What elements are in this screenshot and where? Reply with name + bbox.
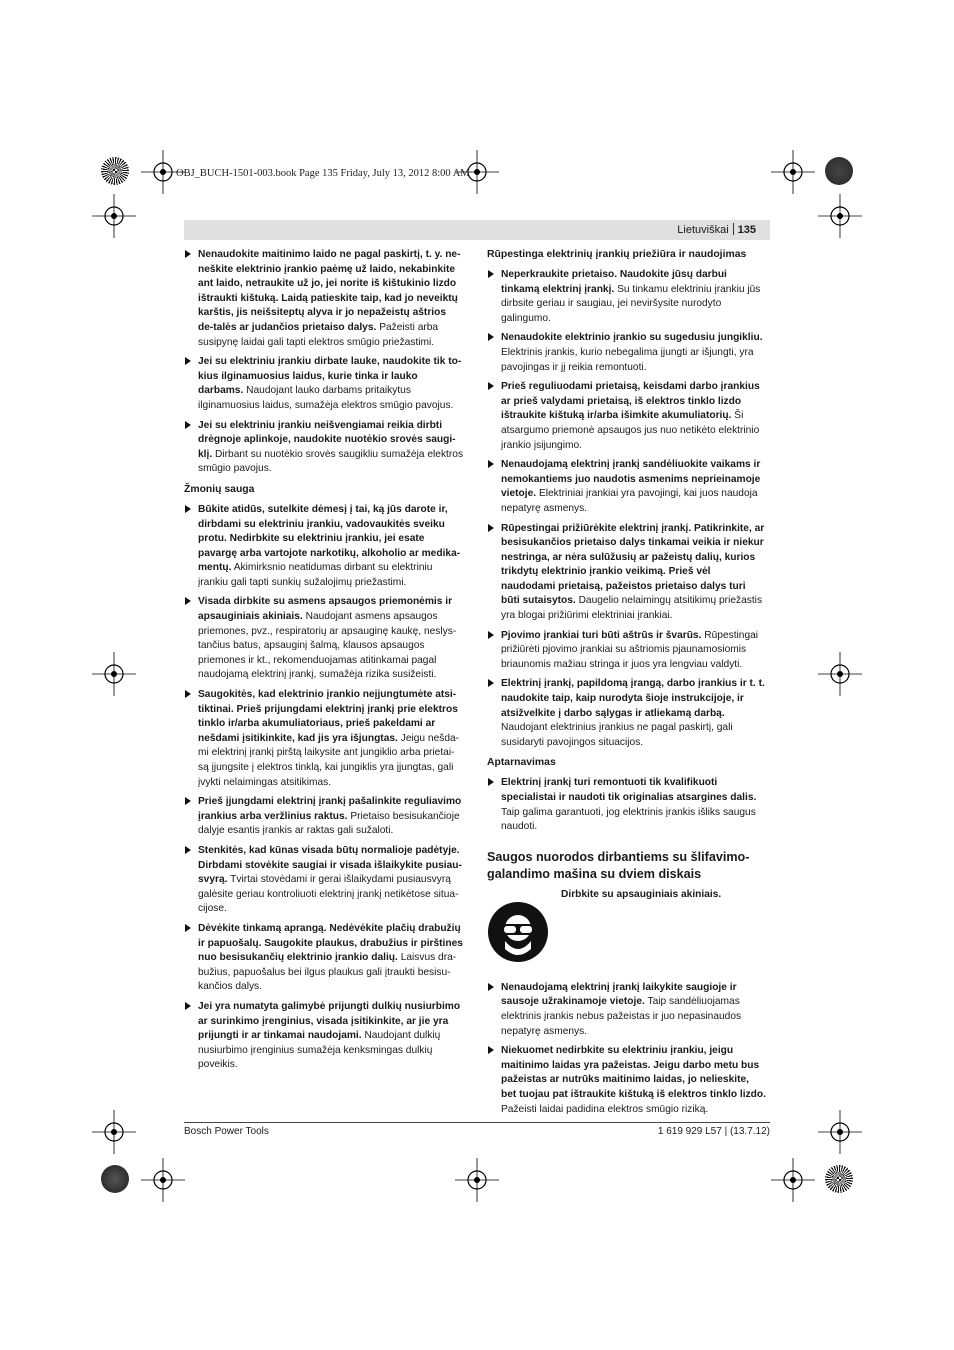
list-item	[487, 981, 767, 1039]
item-normal-text: Laisvus dra-bužius, papuošalus bei ilgus plaukus gali įtraukti besisu-kančios dalys.	[198, 952, 457, 993]
goggles-symbol-label: Dirbkite su apsauginiais akiniais.	[561, 888, 722, 900]
bullet-arrow-icon	[488, 382, 494, 390]
item-normal-text: Naudojant lauko darbams pritaikytus ilginamuosius laidus, sumažėja elektros smūgio pavojus.	[198, 385, 454, 411]
list-item	[184, 503, 464, 591]
list-item	[487, 1044, 767, 1117]
item-bold-text: Nenaudokite elektrinio įrankio su sugedusiu jungikliu.	[501, 332, 763, 344]
bullet-arrow-icon	[488, 778, 494, 786]
list-item	[184, 1000, 464, 1073]
safety-goggles-icon	[487, 901, 549, 963]
item-bold-text: Prieš įjungdami elektrinį įrankį pašalinkite reguliavimo įrankius arba veržlinius raktus.	[198, 796, 462, 822]
bullet-arrow-icon	[185, 421, 191, 429]
section-title-personal-safety: Žmonių sauga	[184, 483, 255, 495]
book-file-info: OBJ_BUCH-1501-003.book Page 135 Friday, July 13, 2012 8:00 AM	[176, 168, 470, 179]
color-target-top-left	[101, 157, 129, 185]
grinder-safety-heading: Saugos nuorodos dirbantiems su šlifavimo-galandimo mašina su dviem diskais	[487, 849, 750, 881]
list-item	[184, 248, 464, 350]
item-normal-text: Naudojant dulkių nusiurbimo įrenginius sumažėja kenksmingas dulkių poveikis.	[198, 1030, 441, 1071]
list-item	[487, 629, 767, 673]
list-item	[184, 355, 464, 413]
item-normal-text: Dirbant su nuotėkio srovės saugikliu sumažėja elektros smūgio pavojus.	[198, 448, 464, 475]
item-normal-text: Pažeisti arba susipynę laidai gali tapti elektros smūgio priežastimi.	[198, 321, 439, 348]
item-bold-text: Jei su elektriniu įrankiu dirbate lauke, naudokite tik to-kius ilginamuosius laidus, kurie tinka ir lauko darbams.	[198, 356, 462, 397]
item-normal-text: Taip galima garantuoti, jog elektrinis įrankis išliks saugus naudoti.	[501, 806, 756, 833]
bullet-arrow-icon	[185, 597, 191, 605]
item-bold-text: Elektrinį įrankį turi remontuoti tik kvalifikuoti specialistai ir naudoti tik originalias atsargines dalis.	[501, 777, 757, 803]
page-header	[184, 220, 770, 240]
item-normal-text: Elektrinis įrankis, kurio nebegalima įjungti ar išjungti, yra pavojingas ir jį reikia remontuoti.	[501, 346, 754, 373]
bullet-arrow-icon	[185, 250, 191, 258]
item-bold-text: Nenaudojamą elektrinį įrankį sandėliuokite vaikams ir nemokantiems juo naudotis asmenims neprieinamoje vietoje.	[501, 459, 761, 500]
bullet-arrow-icon	[488, 460, 494, 468]
section-title-care-and-use: Rūpestinga elektrinių įrankių priežiūra ir naudojimas	[487, 249, 747, 260]
grinder-safety-items	[487, 981, 767, 1117]
bullet-arrow-icon	[488, 270, 494, 278]
goggles-symbol-block	[487, 887, 767, 975]
list-item	[184, 419, 464, 477]
bullet-arrow-icon	[488, 524, 494, 532]
bullet-arrow-icon	[185, 505, 191, 513]
item-normal-text: Taip sandėliuojamas elektrinis įrankis nebus pažeistas ir juo nepasinaudos nepatyrę asmenys.	[501, 996, 742, 1037]
item-bold-text: Visada dirbkite su asmens apsaugos priemonėmis ir apsauginiais akiniais.	[198, 596, 453, 623]
item-normal-text: Akimirksnio neatidumas dirbant su elektriniu įrankiu gali tapti sunkių sužalojimų priežastimi.	[198, 562, 433, 588]
bullet-arrow-icon	[488, 1046, 494, 1054]
list-item	[487, 522, 767, 624]
item-bold-text: Nenaudojamą elektrinį įrankį laikykite saugioje ir sausoje užrakinamoje vietoje.	[501, 981, 737, 1008]
bullet-arrow-icon	[185, 690, 191, 698]
list-item	[184, 922, 464, 995]
list-item	[487, 331, 767, 375]
list-item	[184, 844, 464, 917]
bullet-arrow-icon	[185, 846, 191, 854]
item-normal-text: Ši atsargumo priemonė apsaugos jus nuo netikėto elektrinio įrankio įsijungimo.	[501, 410, 760, 451]
bullet-arrow-icon	[185, 1002, 191, 1010]
personal-safety-items	[184, 503, 464, 1073]
footer-brand: Bosch Power Tools	[184, 1126, 269, 1137]
header-text	[677, 223, 756, 236]
item-bold-text: Stenkitės, kad kūnas visada būtų normalioje padėtyje. Dirbdami stovėkite saugiai ir visada išlaikykite pusiau-svyrą.	[198, 844, 462, 886]
list-item	[487, 677, 767, 750]
list-item	[487, 776, 767, 834]
item-bold-text: Rūpestingai prižiūrėkite elektrinį įrankį. Patikrinkite, ar besisukančios prietaiso dalys tinkamai veikia ir niekur nestringa, ar nėra sulūžusių ar pažeistų dalių, kurios trikdytų elektrinio įrankio veikimą. Prieš vėl naudodami prietaisą, pažeistos prietaiso dalys turi būti sutaisytos.	[501, 522, 765, 607]
registration-mark-left-lower	[92, 1110, 136, 1154]
registration-mark-bottom-right	[771, 1158, 815, 1202]
item-bold-text: Nenaudokite maitinimo laido ne pagal paskirtį, t. y. ne-neškite elektrinio įrankio paėmę už laido, nekabinkite ant laido, netraukite už jo, jei norite iš kištukinio lizdo ištraukti kištuką. Laidą patieskite taip, kad jo neveiktų karštis, jis neišsiteptų alyva ir jo nepažeistų aštrios de-talės ar judančios prietaiso dalys.	[198, 249, 461, 333]
color-target-bottom-right	[825, 1165, 853, 1193]
list-item	[487, 268, 767, 326]
bullet-arrow-icon	[488, 679, 494, 687]
item-normal-text: Naudojant asmens apsaugos priemones, pvz., respiratorių ar apsauginę kaukę, neslys-tančius batus, apsauginį šalmą, klausos apsaugos priemones ir kt., rekomenduojamas atitinkamai pagal naudojamą elektrinį įrankį, sumažėja rizika susižeisti.	[198, 611, 457, 681]
registration-mark-left-middle	[92, 652, 136, 696]
bullet-arrow-icon	[488, 333, 494, 341]
bullet-arrow-icon	[185, 357, 191, 365]
list-item	[184, 688, 464, 790]
bullet-arrow-icon	[185, 924, 191, 932]
registration-mark-left-upper	[92, 194, 136, 238]
item-bold-text: Saugokitės, kad elektrinio įrankio neįjungtumėte atsi-tiktinai. Prieš prijungdami elektrinį įrankį prie elektros tinklo ir/arba akumuliatoriaus, prieš pakeldami ar nešdami įsitikinkite, kad jis yra išjungtas.	[198, 689, 458, 744]
registration-mark-bottom-center	[455, 1158, 499, 1202]
registration-mark-right-lower	[818, 1110, 862, 1154]
item-bold-text: Neperkraukite prietaiso. Naudokite jūsų darbui tinkamą elektrinį įrankį.	[501, 269, 727, 295]
left-column	[184, 248, 464, 1078]
item-normal-text: Rūpestingai prižiūrėti pjovimo įrankiai su aštriomis pjaunamosiomis briaunomis mažiau stringa ir juos yra lengviau valdyti.	[501, 629, 759, 670]
item-normal-text: Naudojant elektrinius įrankius ne pagal paskirtį, gali susidaryti pavojingos situacijos.	[501, 722, 733, 748]
list-item	[184, 595, 464, 683]
item-bold-text: Pjovimo įrankiai turi būti aštrūs ir švarūs.	[501, 629, 702, 641]
item-normal-text: Prietaiso besisukančioje dalyje esantis įrankis ar raktas gali sužaloti.	[198, 810, 460, 837]
section-title-service: Aptarnavimas	[487, 757, 556, 769]
registration-mark-bottom-left	[141, 1158, 185, 1202]
color-target-top-right	[825, 157, 853, 185]
bullet-arrow-icon	[488, 983, 494, 991]
left-top-items	[184, 248, 464, 477]
item-bold-text: Dėvėkite tinkamą aprangą. Nedėvėkite plačių drabužių ir papuošalų. Saugokite plaukus, drabužius ir pirštines nuo besisukančių elektrinio įrankio dalių.	[198, 922, 463, 964]
header-separator	[733, 223, 734, 235]
care-and-use-items	[487, 268, 767, 750]
color-target-bottom-left	[101, 1165, 129, 1193]
footer-doc-number: 1 619 929 L57 | (13.7.12)	[657, 1126, 770, 1137]
item-normal-text: Daugelio nelaimingų atsitikimų priežastis yra blogai prižiūrimi elektriniai įrankiai.	[501, 595, 763, 622]
header-language: Lietuviškai	[677, 224, 729, 236]
bullet-arrow-icon	[185, 797, 191, 805]
service-items	[487, 776, 767, 834]
registration-mark-right-upper	[818, 194, 862, 238]
item-bold-text: Būkite atidūs, sutelkite dėmesį į tai, ką jūs darote ir, dirbdami su elektriniu įrankiu, vadovaukitės sveiku protu. Nedirbkite su elektriniu įrankiu, jei esate pavargę arba vartojote narkotikų, alkoholio ar medika-mentų.	[198, 503, 461, 574]
item-normal-text: Pažeisti laidai padidina elektros smūgio riziką.	[501, 1103, 709, 1115]
item-bold-text: Niekuomet nedirbkite su elektriniu įrankiu, jeigu maitinimo laidas yra pažeistas. Jeigu darbo metu bus pažeistas ar nutrūks maitinimo laidas, jo nelieskite, bet tuojau pat ištraukite kištuką iš elektros tinklo lizdo.	[501, 1045, 766, 1100]
item-normal-text: Su tinkamu elektriniu įrankiu jūs dirbsite geriau ir saugiau, jei neviršysite nurodyto galingumo.	[501, 283, 761, 324]
registration-mark-top-right	[771, 150, 815, 194]
item-normal-text: Jeigu nešda-mi elektrinį įrankį pirštą laikysite ant jungiklio arba prietai-są įjungsite į elektros tinklą, kai jungiklis yra įjungtas, gali įvykti nelaimingas atsitikimas.	[198, 732, 460, 788]
list-item	[487, 458, 767, 516]
item-normal-text: Tvirtai stovėdami ir gerai išlaikydami pusiausvyrą galėsite geriau kontroliuoti elektrinį įrankį netikėtose situa-cijose.	[198, 874, 459, 915]
list-item	[487, 380, 767, 453]
bullet-arrow-icon	[488, 631, 494, 639]
footer-rule	[184, 1122, 770, 1123]
item-bold-text: Jei yra numatyta galimybė prijungti dulkių nusiurbimo ar surinkimo įrenginius, visada įsitikinkite, ar jie yra prijungti ir ar tinkamai naudojami.	[198, 1000, 461, 1042]
registration-mark-right-middle	[818, 652, 862, 696]
item-bold-text: Jei su elektriniu įrankiu neišvengiamai reikia dirbti drėgnoje aplinkoje, naudokite nuotėkio srovės saugi-klį.	[198, 419, 456, 460]
right-column	[487, 248, 767, 1122]
item-normal-text: Elektriniai įrankiai yra pavojingi, kai juos naudoja nepatyrę asmenys.	[501, 488, 758, 514]
page-number: 135	[737, 224, 756, 236]
item-bold-text: Elektrinį įrankį, papildomą įrangą, darbo įrankius ir t. t. naudokite taip, kaip nurodyta šioje instrukcijoje, ir atsižvelkite į darbo sąlygas ir atliekamą darbą.	[501, 678, 765, 719]
item-bold-text: Prieš reguliuodami prietaisą, keisdami darbo įrankius ar prieš valydami prietaisą, iš elektros tinklo lizdo ištraukite kištuką ir/arba išimkite akumuliatorių.	[501, 381, 760, 422]
list-item	[184, 795, 464, 839]
